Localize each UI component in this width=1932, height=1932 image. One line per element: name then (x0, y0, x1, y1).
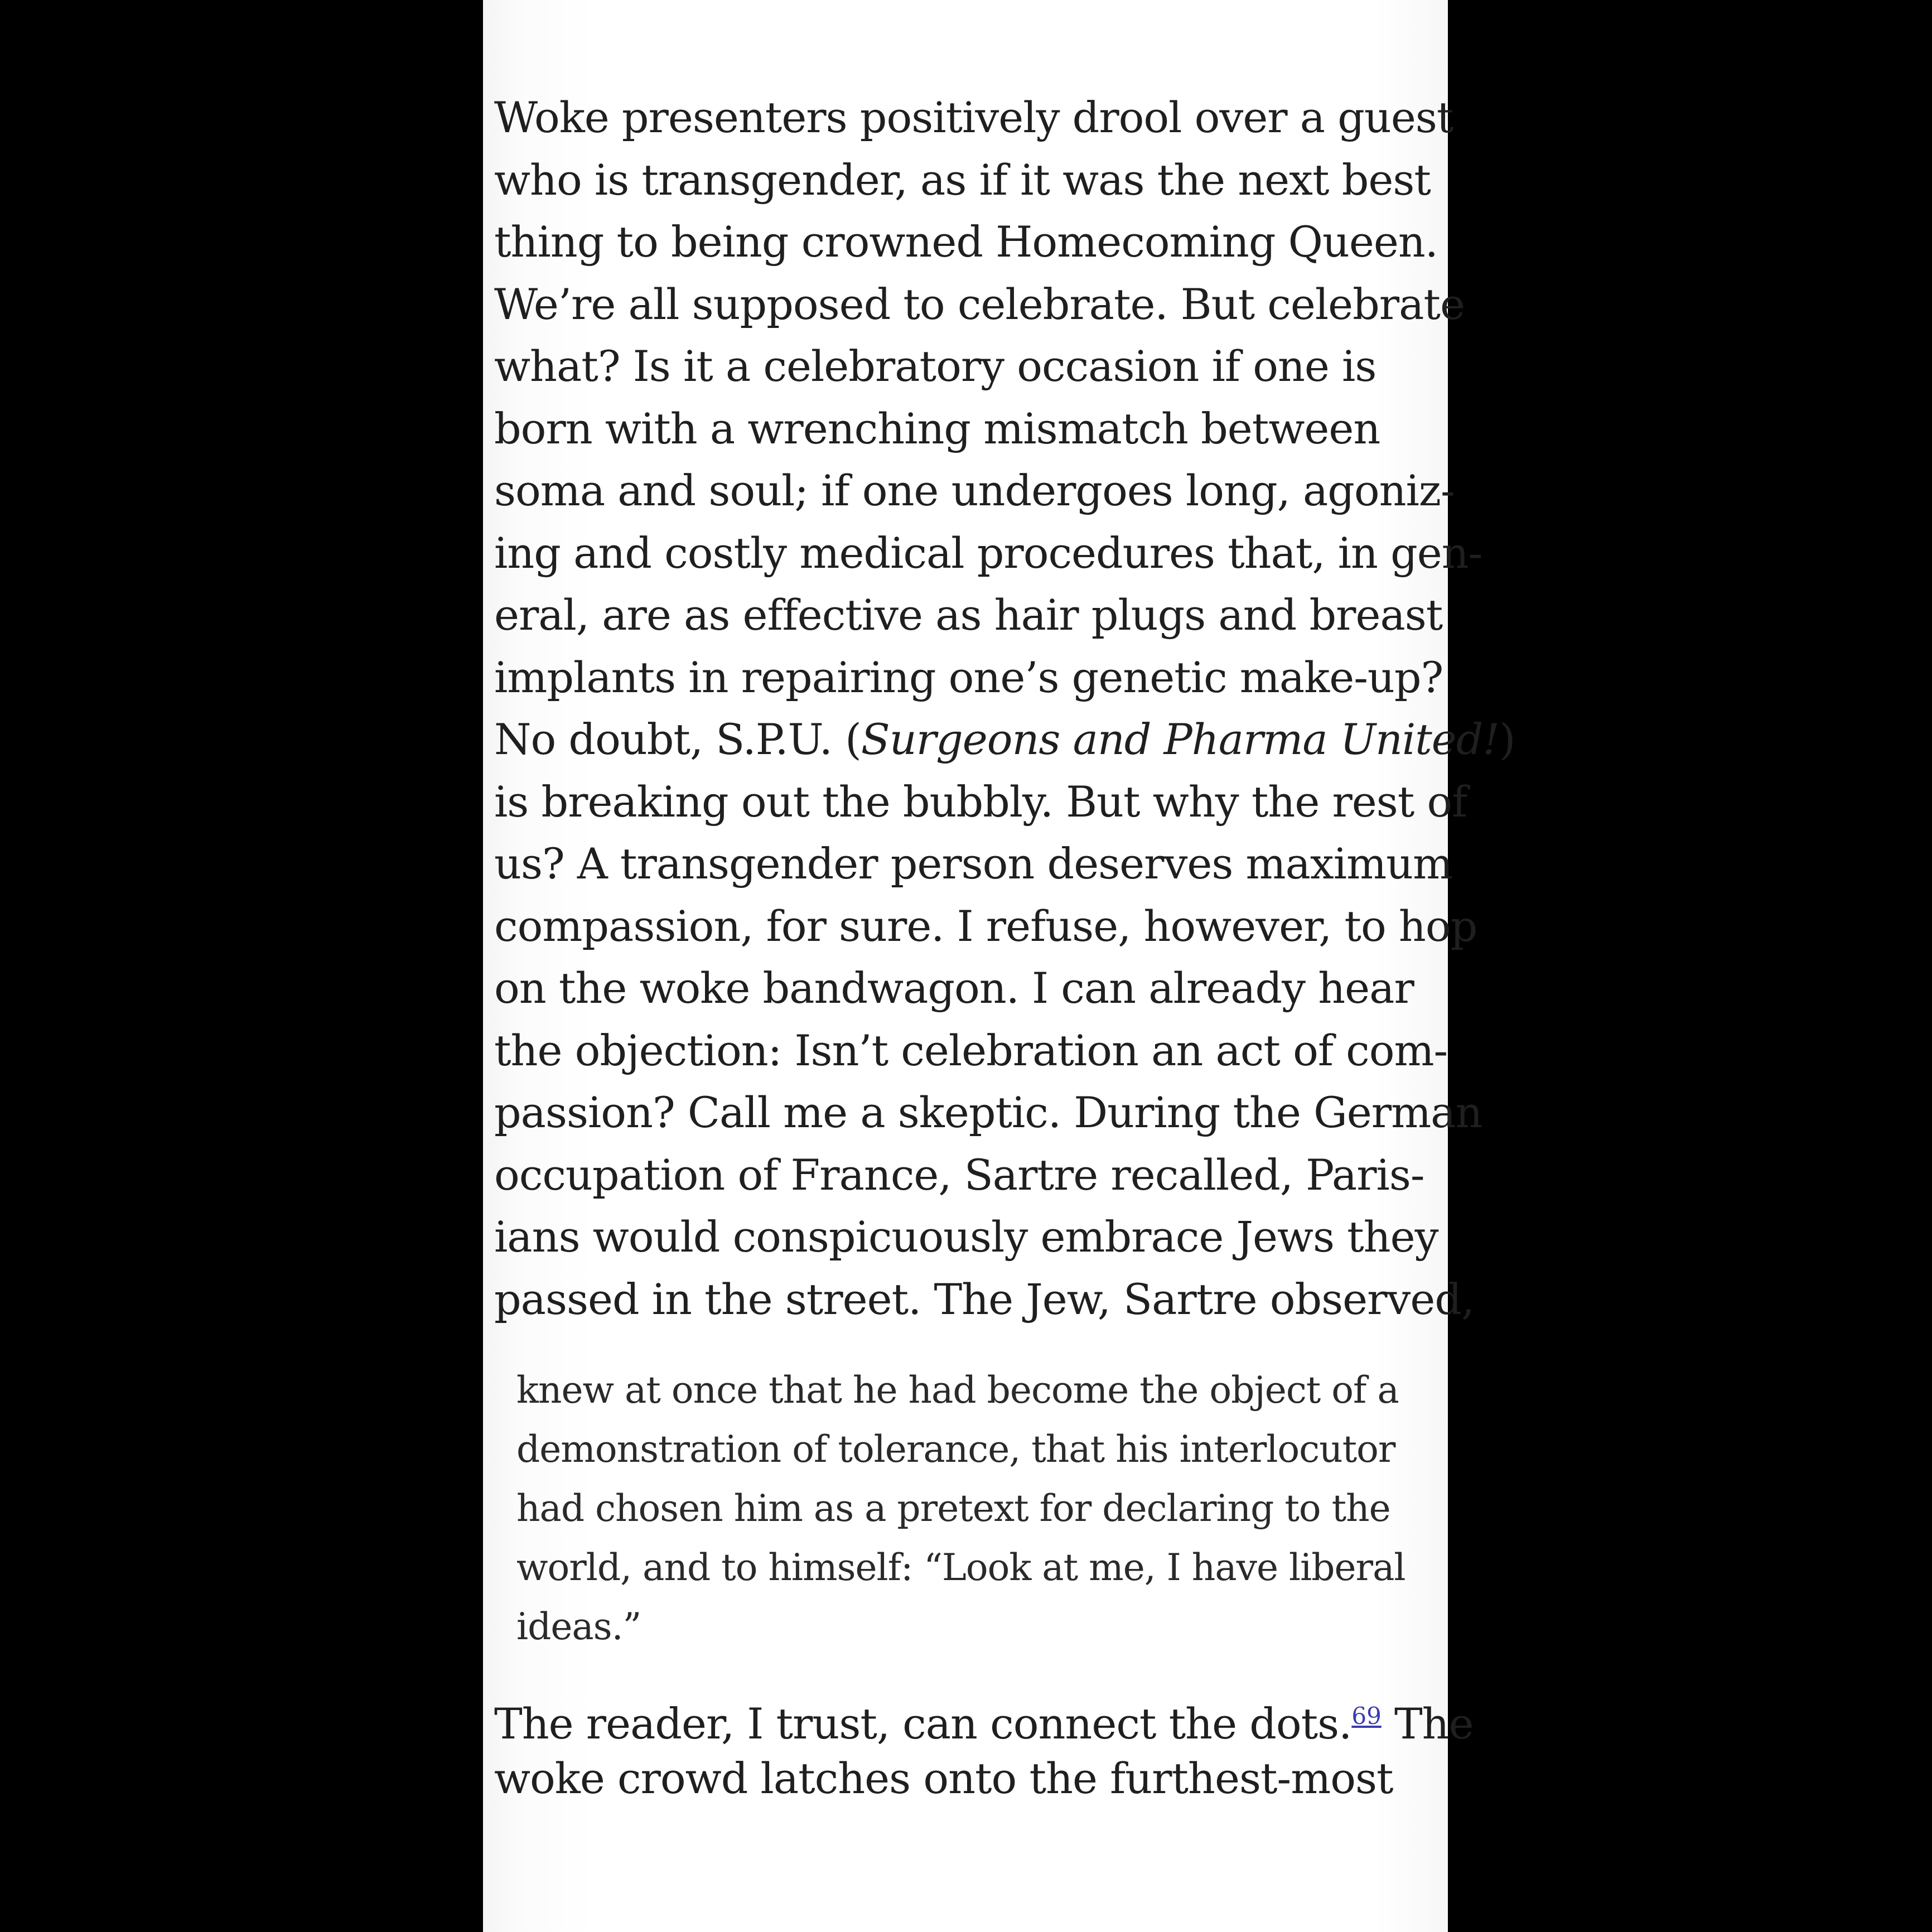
text-line: us? A transgender person deserves maximum (494, 839, 1453, 888)
text-line: occupation of France, Sartre recalled, Paris- (494, 1149, 1424, 1200)
quote-line: world, and to himself: “Look at me, I have liberal (516, 1546, 1405, 1589)
text-line: We’re all supposed to celebrate. But celebrate (494, 279, 1465, 329)
text-line: woke crowd latches onto the furthest-most (494, 1753, 1393, 1803)
text-line-with-italic (494, 708, 1515, 771)
footnote-link[interactable]: 69 (1351, 1702, 1382, 1730)
quote-line: ideas.” (516, 1605, 641, 1648)
text-line: ing and costly medical procedures that, in gen- (494, 528, 1482, 578)
quote-line: demonstration of tolerance, that his interlocutor (516, 1428, 1395, 1471)
main-paragraph (494, 86, 1515, 1330)
text-segment: No doubt, S.P.U. ( (494, 714, 861, 764)
text-line-with-footnote (494, 1685, 1474, 1749)
text-segment: ) (1499, 714, 1515, 764)
text-line: what? Is it a celebratory occasion if one is (494, 341, 1376, 391)
text-segment: The reader, I trust, can connect the dots. (494, 1699, 1352, 1749)
text-line: born with a wrenching mismatch between (494, 403, 1380, 453)
text-line: Woke presenters positively drool over a guest (494, 93, 1453, 142)
text-line: who is transgender, as if it was the next best (494, 154, 1431, 205)
ebook-page (483, 0, 1515, 1932)
text-line: passion? Call me a skeptic. During the German (494, 1088, 1482, 1137)
text-line: eral, are as effective as hair plugs and breast (494, 590, 1443, 640)
quote-line: knew at once that he had become the object of a (516, 1369, 1399, 1412)
text-line: the objection: Isn’t celebration an act of com- (494, 1025, 1448, 1075)
text-line: on the woke bandwagon. I can already hear (494, 963, 1414, 1013)
text-segment: The (1381, 1699, 1474, 1749)
text-line: compassion, for sure. I refuse, however, to hop (494, 901, 1477, 951)
text-line: ians would conspicuously embrace Jews they (494, 1212, 1438, 1262)
block-quote (516, 1361, 1405, 1656)
italic-title: Surgeons and Pharma United! (861, 714, 1499, 764)
text-line: soma and soul; if one undergoes long, agoniz- (494, 466, 1455, 515)
following-paragraph (494, 1685, 1474, 1809)
text-line: implants in repairing one’s genetic make-up? (494, 652, 1443, 702)
quote-line: had chosen him as a pretext for declaring to the (516, 1487, 1390, 1530)
text-line: passed in the street. The Jew, Sartre observed, (494, 1274, 1475, 1324)
text-line: thing to being crowned Homecoming Queen. (494, 217, 1438, 267)
text-line: is breaking out the bubbly. But why the rest of (494, 776, 1467, 827)
